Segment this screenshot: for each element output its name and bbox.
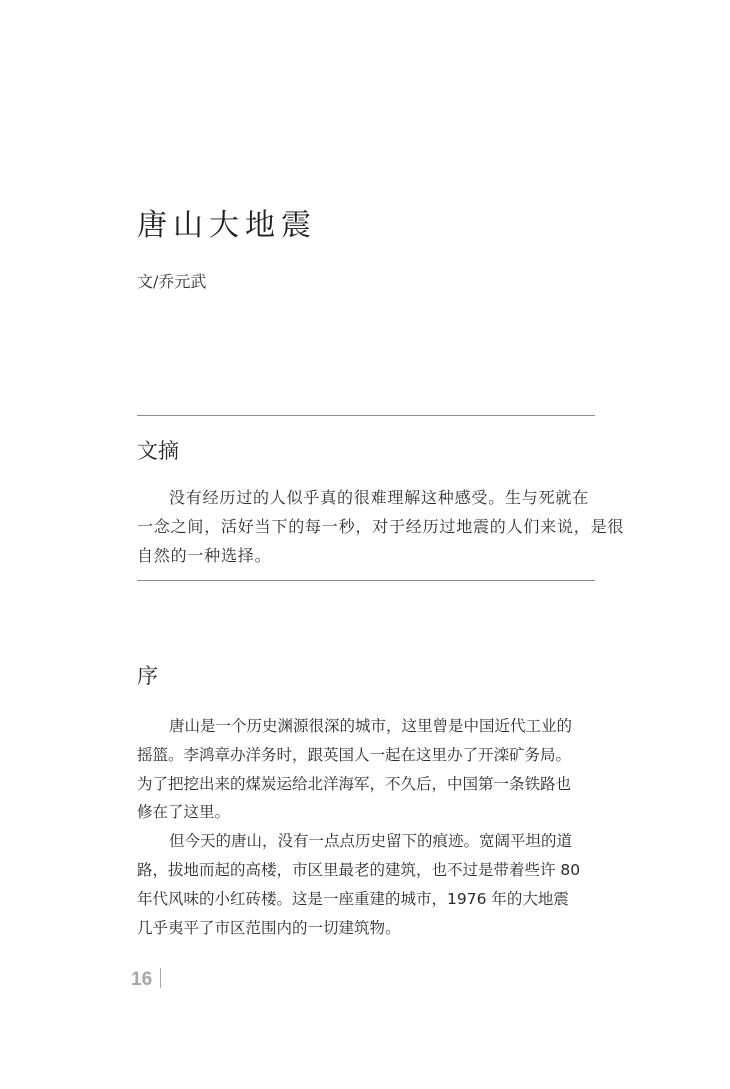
preface-line: 年代风味的小红砖楼。这是一座重建的城市，1976 年的大地震 <box>137 889 569 908</box>
preface-heading: 序 <box>137 664 158 688</box>
abstract-line: 一念之间，活好当下的每一秒，对于经历过地震的人们来说，是很 <box>137 517 625 536</box>
preface-line: 但今天的唐山，没有一点点历史留下的痕迹。宽阔平坦的道 <box>169 832 573 851</box>
article-title: 唐山大地震 <box>137 208 317 243</box>
abstract-line: 没有经历过的人似乎真的很难理解这种感受。生与死就在 <box>169 488 590 507</box>
page-number: 16 <box>131 969 153 990</box>
preface-line: 几乎夷平了市区范围内的一切建筑物。 <box>137 918 401 937</box>
preface-line: 唐山是一个历史渊源很深的城市，这里曾是中国近代工业的 <box>169 717 573 735</box>
abstract-line: 自然的一种选择。 <box>137 546 272 565</box>
abstract-top-rule <box>137 415 595 416</box>
abstract-heading: 文摘 <box>137 439 179 463</box>
preface-line: 为了把挖出来的煤炭运给北洋海军，不久后，中国第一条铁路也 <box>137 774 572 793</box>
abstract-text <box>137 483 625 570</box>
page-number-divider <box>160 968 161 988</box>
preface-line: 修在了这里。 <box>137 803 231 822</box>
abstract-bottom-rule <box>137 580 595 581</box>
article-author: 文/乔元武 <box>137 272 207 291</box>
preface-line: 路，拔地而起的高楼，市区里最老的建筑，也不过是带着些许 80 <box>137 860 581 879</box>
preface-line: 摇篮。李鸿章办洋务时，跟英国人一起在这里办了开滦矿务局。 <box>137 745 572 764</box>
preface-text <box>137 712 599 942</box>
